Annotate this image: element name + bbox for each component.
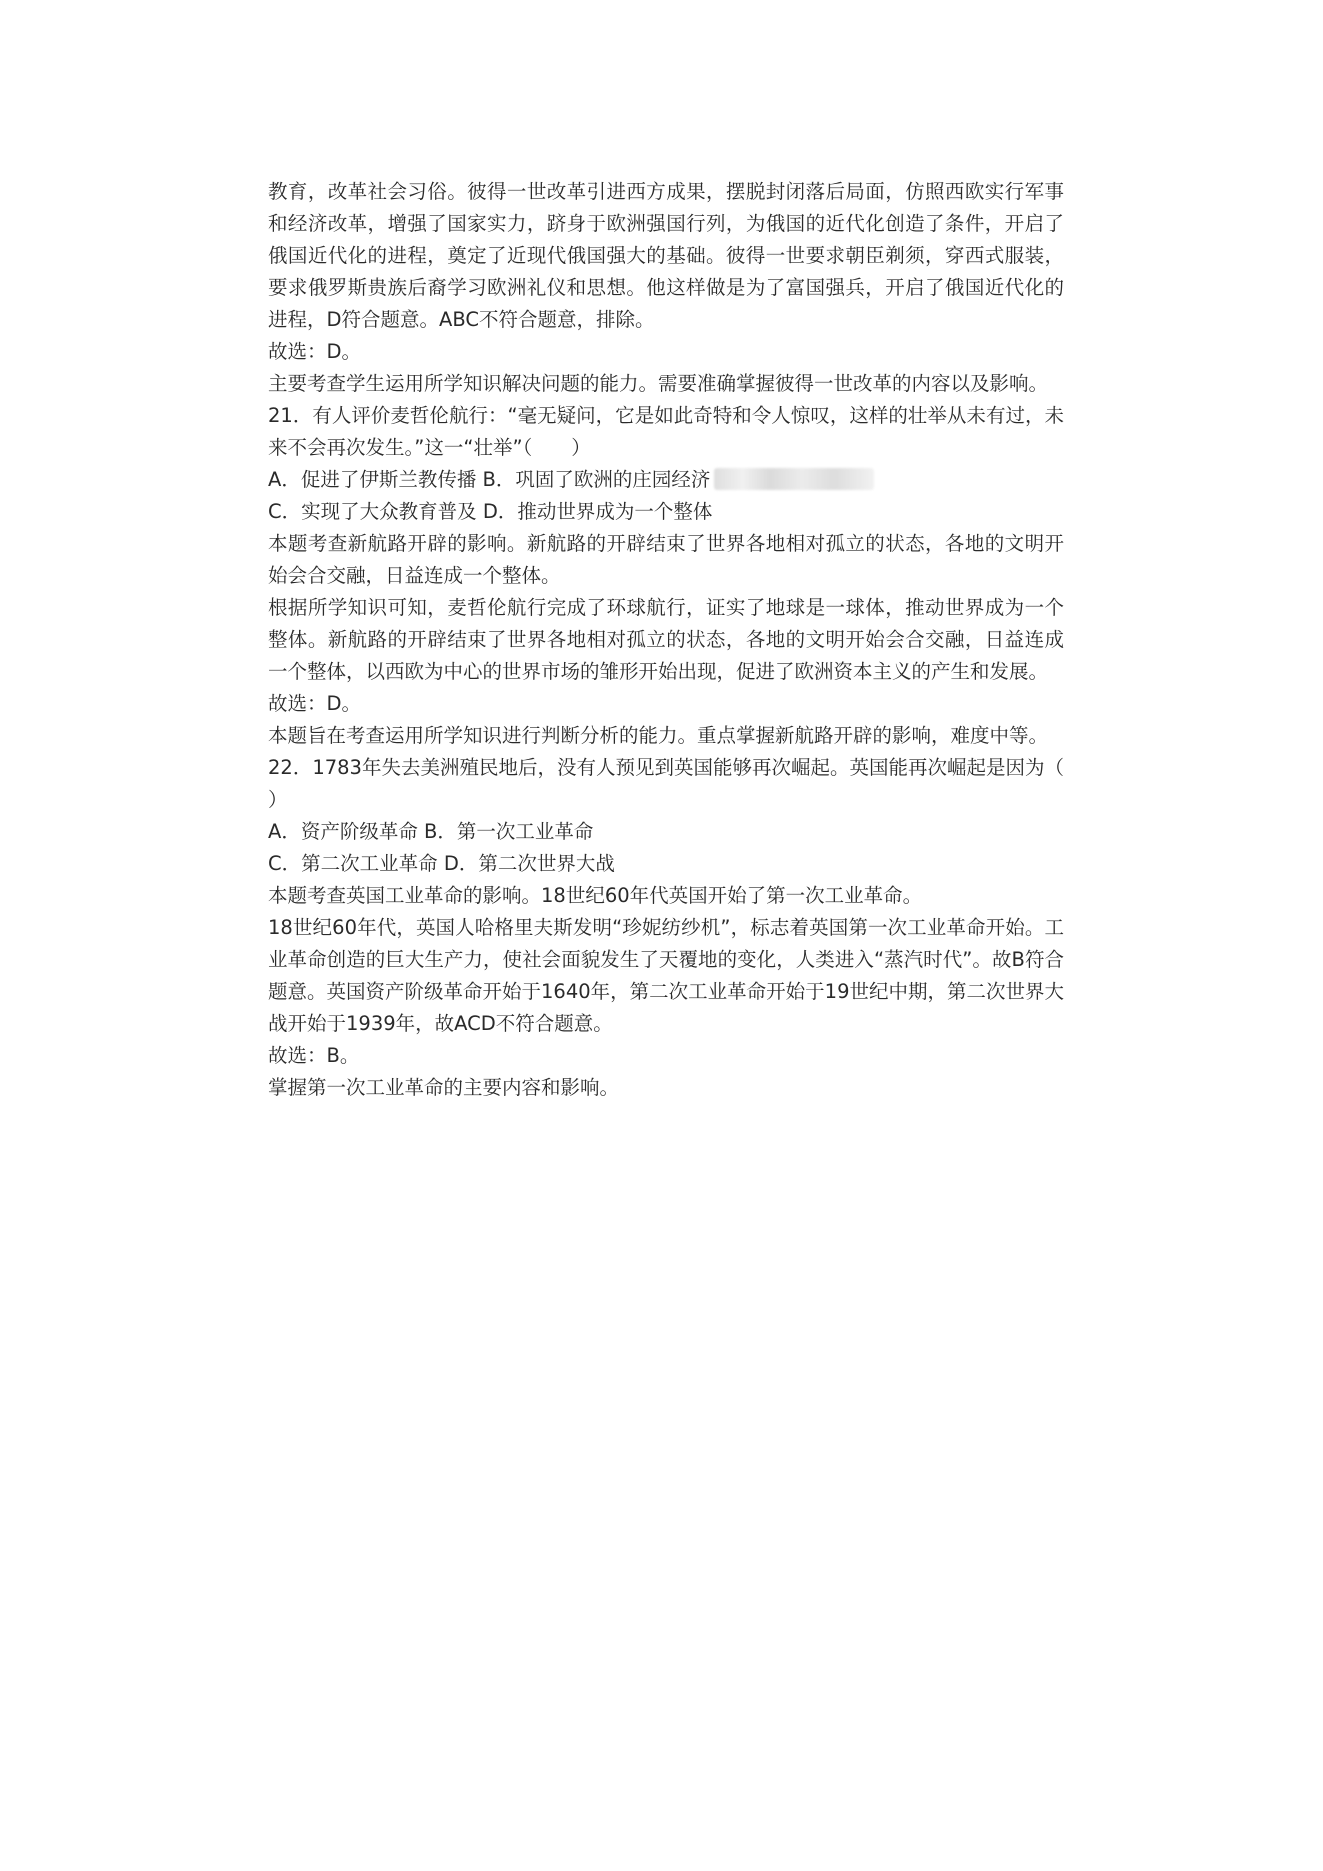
options-q21-ab [268, 464, 1064, 496]
question-21: 21．有人评价麦哲伦航行：“毫无疑问，它是如此奇特和令人惊叹，这样的壮举从未有过，未来不会再次发生。”这一“壮举”（ ） [268, 404, 1064, 459]
topic-q21: 本题考查新航路开辟的影响。新航路的开辟结束了世界各地相对孤立的状态，各地的文明开始会合交融，日益连成一个整体。 [268, 532, 1064, 587]
options-q22-cd: C．第二次工业革命 D．第二次世界大战 [268, 852, 615, 875]
options-q21-cd: C．实现了大众教育普及 D．推动世界成为一个整体 [268, 500, 713, 523]
paragraph-peter-reform-analysis: 教育，改革社会习俗。彼得一世改革引进西方成果，摆脱封闭落后局面，仿照西欧实行军事和经济改革，增强了国家实力，跻身于欧洲强国行列，为俄国的近代化创造了条件，开启了俄国近代化的进程，奠定了近现代俄国强大的基础。彼得一世要求朝臣剃须，穿西式服装，要求俄罗斯贵族后裔学习欧洲礼仪和思想。他这样做是为了富国强兵，开启了俄国近代化的进程，D符合题意。ABC不符合题意，排除。 [268, 180, 1064, 331]
question-22: 22．1783年失去美洲殖民地后，没有人预见到英国能够再次崛起。英国能再次崛起是因为（ ） [268, 756, 1104, 811]
comment-q22: 掌握第一次工业革命的主要内容和影响。 [268, 1076, 620, 1099]
options-q21-ab-text: A．促进了伊斯兰教传播 B．巩固了欧洲的庄园经济 [268, 468, 711, 491]
options-q22-ab: A．资产阶级革命 B．第一次工业革命 [268, 820, 594, 843]
answer-line-q20: 故选：D。 [268, 340, 362, 363]
topic-q22: 本题考查英国工业革命的影响。18世纪60年代英国开始了第一次工业革命。 [268, 884, 923, 907]
comment-q20: 主要考查学生运用所学知识解决问题的能力。需要准确掌握彼得一世改革的内容以及影响。 [268, 372, 1049, 395]
comment-q21: 本题旨在考查运用所学知识进行判断分析的能力。重点掌握新航路开辟的影响，难度中等。 [268, 724, 1049, 747]
analysis-q21: 根据所学知识可知，麦哲伦航行完成了环球航行，证实了地球是一球体，推动世界成为一个整体。新航路的开辟结束了世界各地相对孤立的状态，各地的文明开始会合交融，日益连成一个整体，以西欧为中心的世界市场的雏形开始出现，促进了欧洲资本主义的产生和发展。 [268, 596, 1064, 683]
watermark-smudge [714, 468, 874, 490]
document-page [268, 176, 1104, 1104]
answer-line-q21: 故选：D。 [268, 692, 362, 715]
answer-line-q22: 故选：B。 [268, 1044, 360, 1067]
analysis-q22: 18世纪60年代，英国人哈格里夫斯发明“珍妮纺纱机”，标志着英国第一次工业革命开始。工业革命创造的巨大生产力，使社会面貌发生了天覆地的变化，人类进入“蒸汽时代”。故B符合题意。英国资产阶级革命开始于1640年，第二次工业革命开始于19世纪中期，第二次世界大战开始于1939年，故ACD不符合题意。 [268, 916, 1064, 1035]
